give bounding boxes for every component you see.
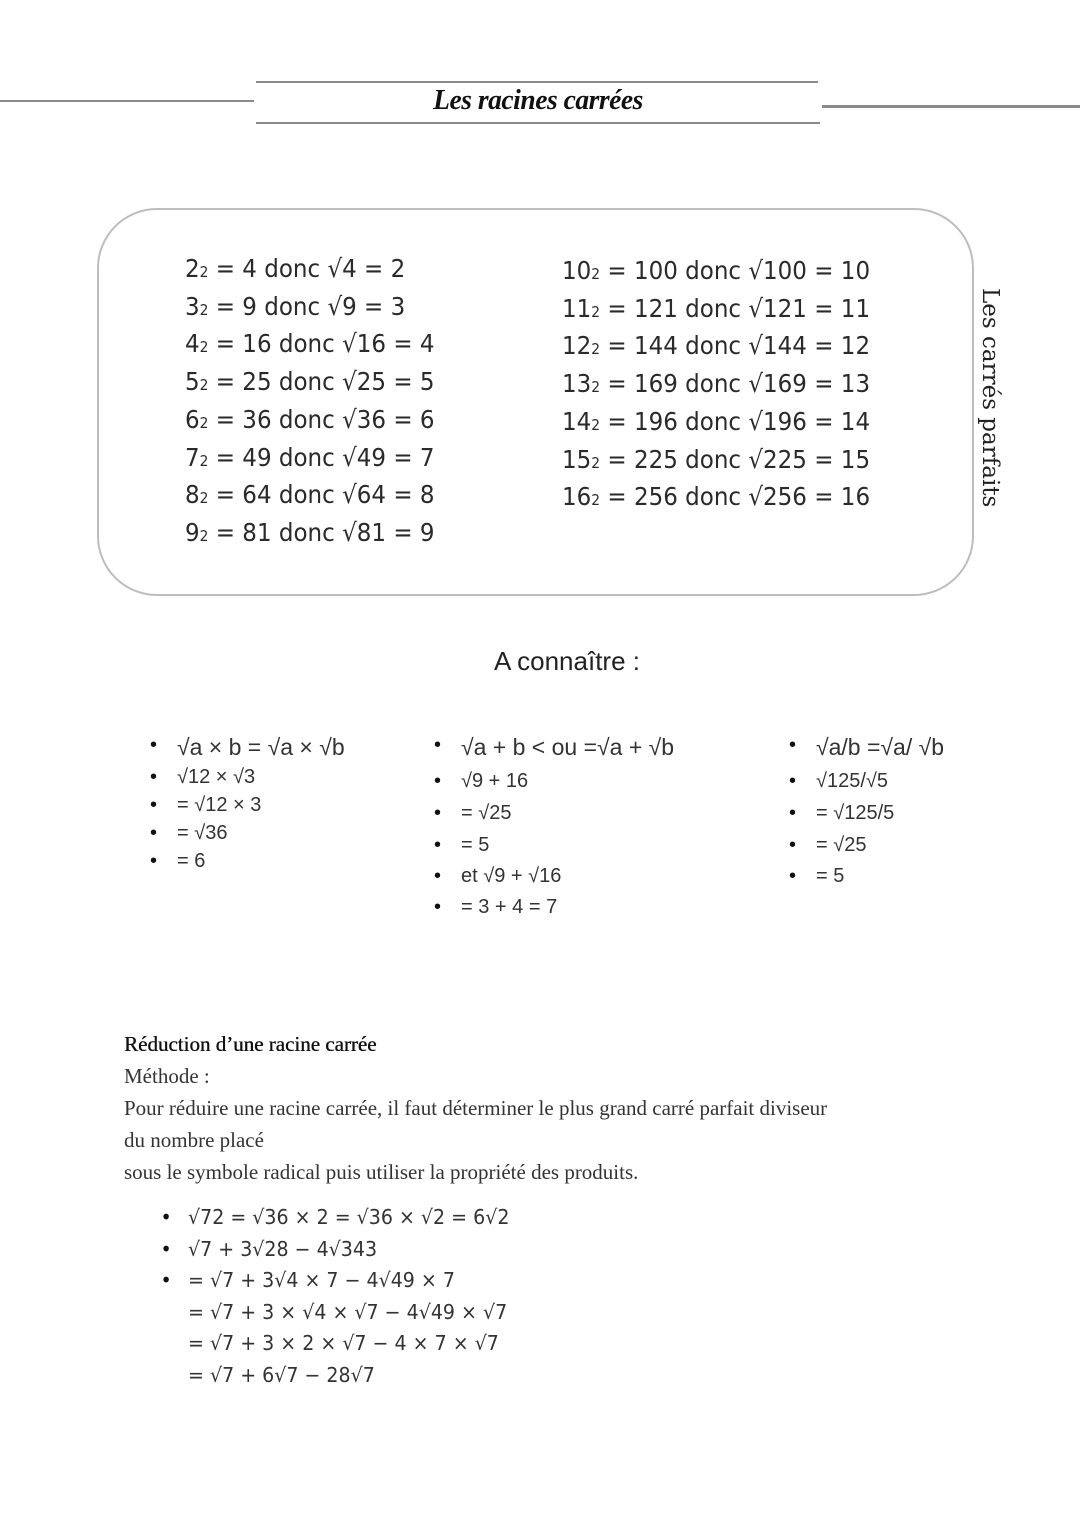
square-base: 7 <box>185 442 200 472</box>
square-exponent: 2 <box>199 489 209 508</box>
square-equation: = 25 donc √25 = 5 <box>208 367 435 397</box>
perfect-square-line <box>562 369 870 398</box>
know-list-item <box>789 802 895 825</box>
know-item-text: √125/√5 <box>816 770 889 792</box>
reduction-heading: Réduction d’une racine carrée <box>124 1032 377 1056</box>
bullet-icon: • <box>160 1268 172 1292</box>
perfect-square-line <box>562 445 870 474</box>
know-item-text: √a/b =√a/ √b <box>816 734 945 760</box>
square-base: 3 <box>185 291 200 321</box>
perfect-square-line <box>185 518 435 547</box>
example-line <box>160 1205 510 1229</box>
know-item-text: et √9 + √16 <box>461 865 562 887</box>
square-base: 15 <box>562 444 592 474</box>
know-item-text: √12 × √3 <box>177 766 256 788</box>
square-exponent: 2 <box>199 526 209 545</box>
example-line <box>188 1331 499 1355</box>
perfect-square-line <box>562 294 870 323</box>
square-equation: = 169 donc √169 = 13 <box>600 369 871 399</box>
square-base: 6 <box>185 404 200 434</box>
method-label: Méthode : <box>124 1064 210 1088</box>
bullet-icon: • <box>150 766 158 788</box>
page-title: Les racines carrées <box>433 84 643 116</box>
square-base: 13 <box>562 369 592 399</box>
bullet-icon: • <box>150 822 158 844</box>
know-list-item <box>434 734 675 761</box>
square-equation: = 36 donc √36 = 6 <box>208 404 435 434</box>
know-list-item <box>434 770 529 793</box>
know-list-item <box>434 834 490 857</box>
know-list-item <box>150 766 256 789</box>
header-rule-bottom <box>256 122 820 124</box>
bullet-icon: • <box>434 802 442 824</box>
perfect-square-line <box>562 331 870 360</box>
example-text: = √7 + 3√4 × 7 − 4√49 × 7 <box>188 1268 455 1292</box>
know-item-text: = √36 <box>177 822 228 844</box>
bullet-icon: • <box>789 770 797 792</box>
example-text: = √7 + 3 × 2 × √7 − 4 × 7 × √7 <box>188 1331 499 1355</box>
square-base: 2 <box>185 254 200 283</box>
perfect-square-line <box>185 367 435 396</box>
bullet-icon: • <box>434 834 442 856</box>
know-item-text: = 6 <box>177 850 206 872</box>
square-equation: = 81 donc √81 = 9 <box>208 517 435 547</box>
square-base: 11 <box>562 293 592 323</box>
square-base: 16 <box>562 482 592 512</box>
perfect-square-line <box>185 329 435 358</box>
example-text: = √7 + 6√7 − 28√7 <box>188 1362 375 1387</box>
square-equation: = 64 donc √64 = 8 <box>208 480 435 510</box>
perfect-square-line <box>185 443 435 472</box>
bullet-icon: • <box>434 734 442 756</box>
bullet-icon: • <box>789 834 797 856</box>
square-equation: = 100 donc √100 = 10 <box>600 256 871 285</box>
know-list-item <box>434 802 512 825</box>
perfect-square-line <box>562 482 870 511</box>
bullet-icon: • <box>150 850 158 872</box>
know-list-item <box>434 896 558 919</box>
know-list-item <box>789 865 845 888</box>
bullet-icon: • <box>160 1205 172 1229</box>
know-item-text: = 5 <box>816 865 845 887</box>
know-item-text: √a + b < ou =√a + √b <box>461 734 675 760</box>
method-paragraph-line: Pour réduire une racine carrée, il faut déterminer le plus grand carré parfait diviseur <box>124 1096 828 1120</box>
example-line <box>188 1363 375 1387</box>
square-exponent: 2 <box>199 376 209 395</box>
square-exponent: 2 <box>199 263 209 281</box>
bullet-icon: • <box>789 734 797 756</box>
know-item-text: √a × b = √a × √b <box>177 734 345 760</box>
header-rule-top <box>256 81 818 83</box>
perfect-square-line <box>185 480 435 509</box>
square-equation: = 256 donc √256 = 16 <box>600 482 871 512</box>
know-list-item <box>789 734 945 761</box>
know-item-text: = √125/5 <box>816 802 895 824</box>
square-exponent: 2 <box>199 338 209 357</box>
bullet-icon: • <box>434 896 442 918</box>
header-rule-right <box>822 105 1080 108</box>
bullet-icon: • <box>789 865 797 887</box>
header-rule-left <box>0 100 254 102</box>
perfect-squares-side-label: Les carrés parfaits <box>977 288 1003 508</box>
square-exponent: 2 <box>199 451 209 470</box>
square-base: 5 <box>185 367 200 397</box>
know-item-text: = √12 × 3 <box>177 794 262 816</box>
square-equation: = 9 donc √9 = 3 <box>208 291 406 321</box>
know-list-item <box>150 822 228 845</box>
square-exponent: 2 <box>591 302 601 321</box>
bullet-icon: • <box>434 770 442 792</box>
perfect-square-line <box>562 407 870 436</box>
square-base: 4 <box>185 329 200 359</box>
know-item-text: = √25 <box>816 834 867 856</box>
square-equation: = 196 donc √196 = 14 <box>600 406 871 436</box>
know-heading: A connaître : <box>494 646 640 676</box>
example-line <box>160 1236 378 1261</box>
square-base: 10 <box>562 256 592 285</box>
square-equation: = 121 donc √121 = 11 <box>600 293 871 323</box>
square-exponent: 2 <box>591 378 601 397</box>
square-exponent: 2 <box>591 491 601 510</box>
square-exponent: 2 <box>591 265 601 283</box>
square-base: 14 <box>562 406 592 436</box>
bullet-icon: • <box>789 802 797 824</box>
square-base: 12 <box>562 331 592 361</box>
know-list-item <box>434 865 562 888</box>
method-paragraph-line: du nombre placé <box>124 1128 264 1152</box>
example-line <box>160 1268 455 1292</box>
bullet-icon: • <box>150 794 158 816</box>
method-paragraph-line: sous le symbole radical puis utiliser la propriété des produits. <box>124 1160 639 1184</box>
square-base: 8 <box>185 480 200 510</box>
know-item-text: = √25 <box>461 802 512 824</box>
know-list-item <box>789 834 867 857</box>
example-line <box>188 1300 507 1324</box>
perfect-square-line <box>185 254 405 283</box>
know-item-text: = 3 + 4 = 7 <box>461 896 558 918</box>
perfect-square-line <box>562 256 870 285</box>
know-list-item <box>789 770 889 793</box>
know-list-item <box>150 734 345 761</box>
example-text: √7 + 3√28 − 4√343 <box>188 1236 378 1261</box>
square-equation: = 16 donc √16 = 4 <box>208 329 435 359</box>
square-exponent: 2 <box>199 300 209 319</box>
square-equation: = 225 donc √225 = 15 <box>600 444 871 474</box>
know-list-item <box>150 794 262 817</box>
square-exponent: 2 <box>591 453 601 472</box>
know-list-item <box>150 850 206 873</box>
example-text: = √7 + 3 × √4 × √7 − 4√49 × √7 <box>188 1299 508 1324</box>
bullet-icon: • <box>150 734 158 756</box>
perfect-square-line <box>185 405 435 434</box>
bullet-icon: • <box>160 1236 172 1261</box>
know-item-text: √9 + 16 <box>461 770 529 792</box>
square-exponent: 2 <box>591 415 601 434</box>
know-item-text: = 5 <box>461 834 490 856</box>
square-equation: = 49 donc √49 = 7 <box>208 442 435 472</box>
square-exponent: 2 <box>199 413 209 432</box>
square-base: 9 <box>185 517 200 547</box>
bullet-icon: • <box>434 865 442 887</box>
square-equation: = 144 donc √144 = 12 <box>600 331 871 361</box>
square-exponent: 2 <box>591 340 601 359</box>
example-text: √72 = √36 × 2 = √36 × √2 = 6√2 <box>188 1205 510 1229</box>
square-equation: = 4 donc √4 = 2 <box>208 254 406 283</box>
perfect-square-line <box>185 292 405 321</box>
